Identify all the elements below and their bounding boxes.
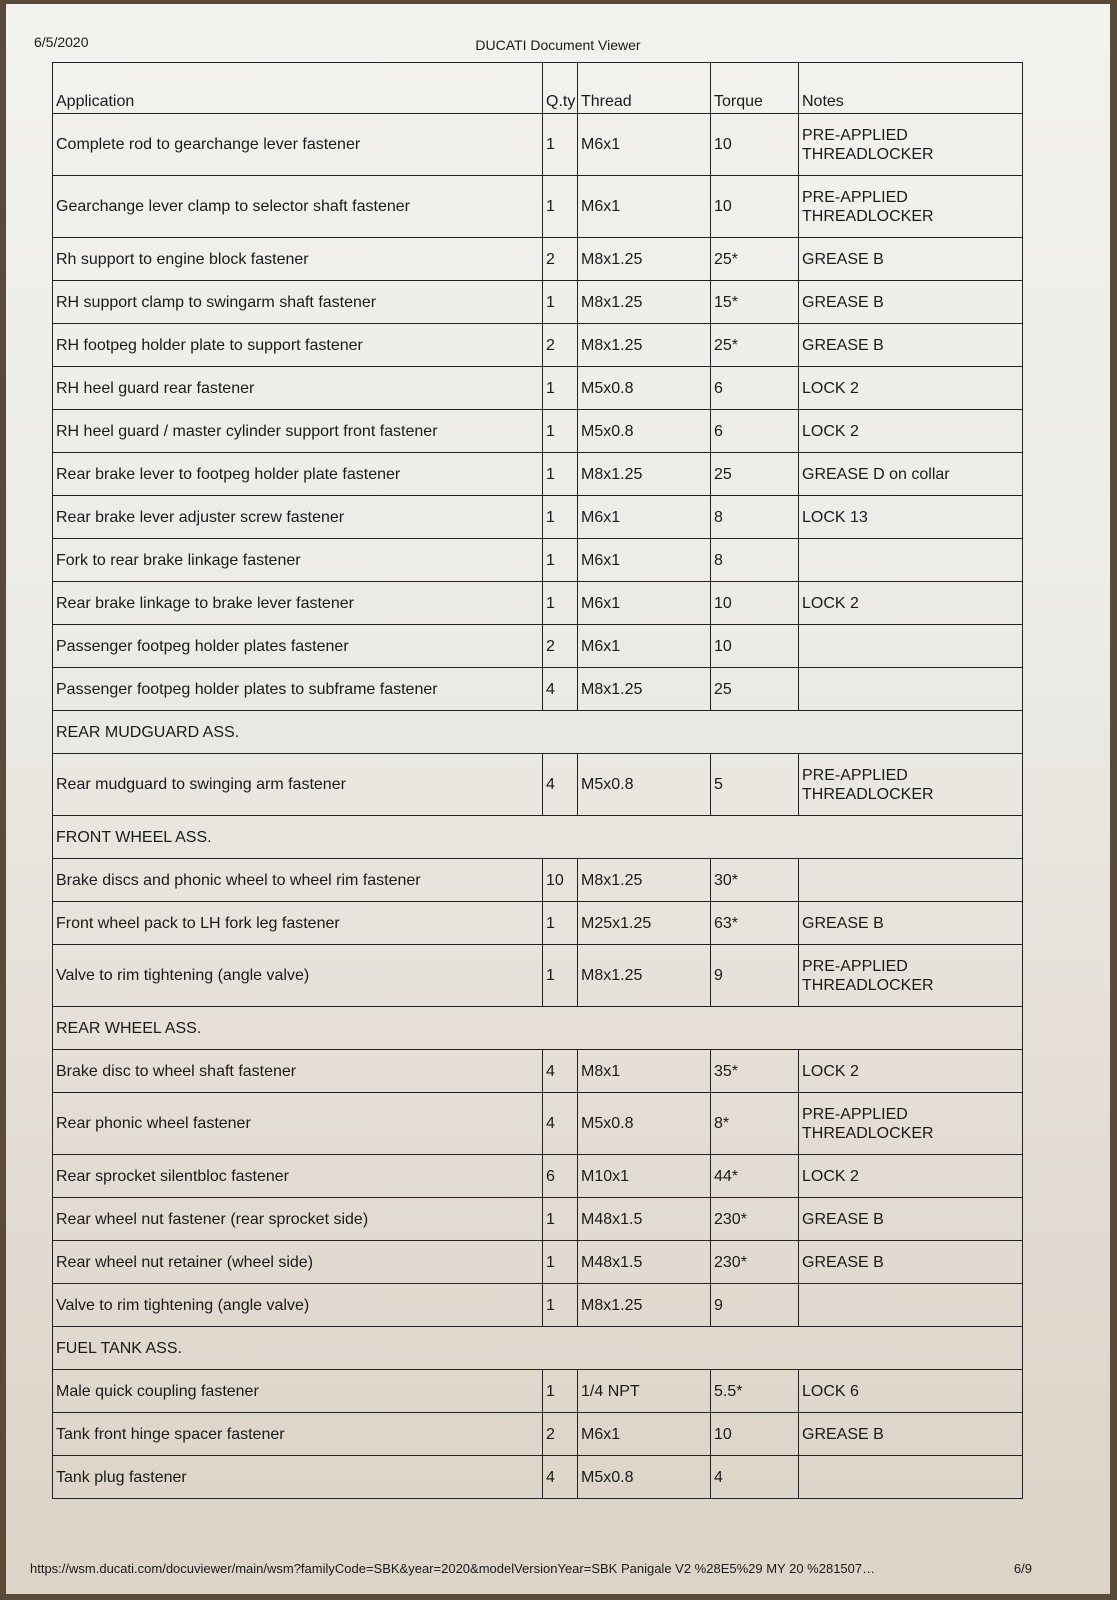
document-page bbox=[6, 4, 1110, 1594]
cell-thread: M6x1 bbox=[578, 1413, 711, 1456]
cell-torque: 10 bbox=[711, 176, 799, 238]
cell-torque: 44* bbox=[711, 1155, 799, 1198]
cell-thread: M48x1.5 bbox=[578, 1198, 711, 1241]
table-row bbox=[53, 945, 1023, 1007]
cell-thread: M5x0.8 bbox=[578, 1093, 711, 1155]
cell-notes: LOCK 13 bbox=[799, 496, 1023, 539]
cell-torque: 6 bbox=[711, 367, 799, 410]
cell-qty: 1 bbox=[543, 281, 578, 324]
table-body bbox=[53, 114, 1023, 1499]
cell-notes bbox=[799, 539, 1023, 582]
table-row bbox=[53, 902, 1023, 945]
cell-qty: 1 bbox=[543, 1241, 578, 1284]
cell-notes: GREASE B bbox=[799, 902, 1023, 945]
cell-thread: M8x1 bbox=[578, 1050, 711, 1093]
cell-notes bbox=[799, 668, 1023, 711]
cell-notes: GREASE B bbox=[799, 1198, 1023, 1241]
cell-qty: 1 bbox=[543, 410, 578, 453]
cell-torque: 9 bbox=[711, 1284, 799, 1327]
column-header-torque: Torque bbox=[711, 63, 799, 114]
cell-notes: GREASE D on collar bbox=[799, 453, 1023, 496]
table-row bbox=[53, 1370, 1023, 1413]
cell-application: Fork to rear brake linkage fastener bbox=[53, 539, 543, 582]
column-header-qty: Q.ty bbox=[543, 63, 578, 114]
footer-url: https://wsm.ducati.com/docuviewer/main/wsm?familyCode=SBK&year=2020&modelVersionYear=SBK Panigale V2 %28E5%29 MY 20 %281507… bbox=[30, 1561, 876, 1576]
cell-thread: M48x1.5 bbox=[578, 1241, 711, 1284]
cell-qty: 1 bbox=[543, 496, 578, 539]
table-row bbox=[53, 453, 1023, 496]
cell-qty: 1 bbox=[543, 367, 578, 410]
cell-notes bbox=[799, 1284, 1023, 1327]
cell-notes: LOCK 6 bbox=[799, 1370, 1023, 1413]
cell-thread: M5x0.8 bbox=[578, 754, 711, 816]
cell-thread: M5x0.8 bbox=[578, 1456, 711, 1499]
section-title: REAR WHEEL ASS. bbox=[53, 1007, 1023, 1050]
cell-thread: M6x1 bbox=[578, 582, 711, 625]
table-row bbox=[53, 539, 1023, 582]
table-row bbox=[53, 238, 1023, 281]
cell-application: Rear brake linkage to brake lever fastener bbox=[53, 582, 543, 625]
cell-thread: M25x1.25 bbox=[578, 902, 711, 945]
column-header-notes: Notes bbox=[799, 63, 1023, 114]
section-row bbox=[53, 816, 1023, 859]
cell-application: Tank plug fastener bbox=[53, 1456, 543, 1499]
cell-torque: 10 bbox=[711, 582, 799, 625]
cell-application: Complete rod to gearchange lever fastener bbox=[53, 114, 543, 176]
table-row bbox=[53, 582, 1023, 625]
cell-torque: 5.5* bbox=[711, 1370, 799, 1413]
cell-notes bbox=[799, 859, 1023, 902]
table-row bbox=[53, 1241, 1023, 1284]
cell-application: RH support clamp to swingarm shaft fastener bbox=[53, 281, 543, 324]
cell-thread: M5x0.8 bbox=[578, 367, 711, 410]
cell-thread: M8x1.25 bbox=[578, 1284, 711, 1327]
cell-qty: 1 bbox=[543, 1198, 578, 1241]
section-row bbox=[53, 1327, 1023, 1370]
cell-qty: 1 bbox=[543, 1284, 578, 1327]
table-row bbox=[53, 668, 1023, 711]
cell-thread: M8x1.25 bbox=[578, 453, 711, 496]
cell-notes: PRE-APPLIED THREADLOCKER bbox=[799, 176, 1023, 238]
cell-application: Rear mudguard to swinging arm fastener bbox=[53, 754, 543, 816]
section-row bbox=[53, 1007, 1023, 1050]
table-row bbox=[53, 1155, 1023, 1198]
cell-torque: 35* bbox=[711, 1050, 799, 1093]
cell-notes: LOCK 2 bbox=[799, 1155, 1023, 1198]
cell-thread: M6x1 bbox=[578, 625, 711, 668]
cell-thread: M8x1.25 bbox=[578, 668, 711, 711]
cell-thread: M6x1 bbox=[578, 539, 711, 582]
table-row bbox=[53, 410, 1023, 453]
table-row bbox=[53, 1456, 1023, 1499]
cell-application: Brake disc to wheel shaft fastener bbox=[53, 1050, 543, 1093]
table-row bbox=[53, 859, 1023, 902]
table-row bbox=[53, 1093, 1023, 1155]
cell-application: RH heel guard rear fastener bbox=[53, 367, 543, 410]
table-row bbox=[53, 496, 1023, 539]
table-row bbox=[53, 367, 1023, 410]
cell-application: Rear wheel nut retainer (wheel side) bbox=[53, 1241, 543, 1284]
cell-torque: 5 bbox=[711, 754, 799, 816]
table-row bbox=[53, 114, 1023, 176]
cell-torque: 10 bbox=[711, 1413, 799, 1456]
cell-application: Valve to rim tightening (angle valve) bbox=[53, 1284, 543, 1327]
section-title: FRONT WHEEL ASS. bbox=[53, 816, 1023, 859]
cell-notes: GREASE B bbox=[799, 324, 1023, 367]
cell-qty: 4 bbox=[543, 754, 578, 816]
cell-application: Tank front hinge spacer fastener bbox=[53, 1413, 543, 1456]
table-row bbox=[53, 1198, 1023, 1241]
table-row bbox=[53, 1413, 1023, 1456]
cell-qty: 1 bbox=[543, 453, 578, 496]
cell-application: Male quick coupling fastener bbox=[53, 1370, 543, 1413]
cell-torque: 230* bbox=[711, 1198, 799, 1241]
cell-application: Passenger footpeg holder plates fastener bbox=[53, 625, 543, 668]
cell-torque: 30* bbox=[711, 859, 799, 902]
cell-qty: 2 bbox=[543, 1413, 578, 1456]
cell-notes: LOCK 2 bbox=[799, 367, 1023, 410]
cell-qty: 1 bbox=[543, 176, 578, 238]
cell-application: Rear wheel nut fastener (rear sprocket side) bbox=[53, 1198, 543, 1241]
cell-qty: 4 bbox=[543, 668, 578, 711]
cell-notes: GREASE B bbox=[799, 238, 1023, 281]
cell-torque: 230* bbox=[711, 1241, 799, 1284]
cell-qty: 1 bbox=[543, 902, 578, 945]
column-header-application: Application bbox=[53, 63, 543, 114]
cell-application: Rear sprocket silentbloc fastener bbox=[53, 1155, 543, 1198]
cell-thread: M6x1 bbox=[578, 114, 711, 176]
cell-thread: M8x1.25 bbox=[578, 324, 711, 367]
cell-qty: 2 bbox=[543, 324, 578, 367]
cell-notes: PRE-APPLIED THREADLOCKER bbox=[799, 114, 1023, 176]
cell-notes: LOCK 2 bbox=[799, 1050, 1023, 1093]
cell-thread: M6x1 bbox=[578, 496, 711, 539]
cell-torque: 4 bbox=[711, 1456, 799, 1499]
cell-application: Passenger footpeg holder plates to subframe fastener bbox=[53, 668, 543, 711]
cell-notes: GREASE B bbox=[799, 1413, 1023, 1456]
cell-qty: 6 bbox=[543, 1155, 578, 1198]
cell-qty: 2 bbox=[543, 238, 578, 281]
cell-application: Rear brake lever adjuster screw fastener bbox=[53, 496, 543, 539]
cell-notes: PRE-APPLIED THREADLOCKER bbox=[799, 945, 1023, 1007]
cell-qty: 2 bbox=[543, 625, 578, 668]
cell-torque: 8 bbox=[711, 539, 799, 582]
cell-torque: 8* bbox=[711, 1093, 799, 1155]
cell-notes: LOCK 2 bbox=[799, 582, 1023, 625]
cell-torque: 10 bbox=[711, 114, 799, 176]
cell-application: Rear phonic wheel fastener bbox=[53, 1093, 543, 1155]
cell-application: RH heel guard / master cylinder support front fastener bbox=[53, 410, 543, 453]
cell-torque: 25 bbox=[711, 453, 799, 496]
section-title: REAR MUDGUARD ASS. bbox=[53, 711, 1023, 754]
cell-torque: 63* bbox=[711, 902, 799, 945]
cell-application: Valve to rim tightening (angle valve) bbox=[53, 945, 543, 1007]
cell-notes: LOCK 2 bbox=[799, 410, 1023, 453]
table-row bbox=[53, 281, 1023, 324]
print-date: 6/5/2020 bbox=[34, 34, 89, 50]
section-row bbox=[53, 711, 1023, 754]
cell-thread: M6x1 bbox=[578, 176, 711, 238]
cell-thread: M8x1.25 bbox=[578, 859, 711, 902]
cell-thread: M5x0.8 bbox=[578, 410, 711, 453]
document-title: DUCATI Document Viewer bbox=[475, 37, 641, 53]
cell-application: Front wheel pack to LH fork leg fastener bbox=[53, 902, 543, 945]
cell-qty: 1 bbox=[543, 582, 578, 625]
cell-thread: M10x1 bbox=[578, 1155, 711, 1198]
cell-torque: 9 bbox=[711, 945, 799, 1007]
cell-qty: 1 bbox=[543, 539, 578, 582]
cell-notes bbox=[799, 625, 1023, 668]
cell-application: Gearchange lever clamp to selector shaft fastener bbox=[53, 176, 543, 238]
cell-notes: GREASE B bbox=[799, 1241, 1023, 1284]
cell-thread: M8x1.25 bbox=[578, 281, 711, 324]
cell-qty: 4 bbox=[543, 1093, 578, 1155]
table-header-row bbox=[53, 63, 1023, 114]
table-row bbox=[53, 1050, 1023, 1093]
torque-table bbox=[52, 62, 1023, 1499]
cell-torque: 10 bbox=[711, 625, 799, 668]
cell-qty: 4 bbox=[543, 1050, 578, 1093]
cell-torque: 8 bbox=[711, 496, 799, 539]
cell-application: Rear brake lever to footpeg holder plate fastener bbox=[53, 453, 543, 496]
table-row bbox=[53, 625, 1023, 668]
cell-notes: PRE-APPLIED THREADLOCKER bbox=[799, 754, 1023, 816]
cell-qty: 1 bbox=[543, 114, 578, 176]
cell-application: Brake discs and phonic wheel to wheel rim fastener bbox=[53, 859, 543, 902]
cell-qty: 4 bbox=[543, 1456, 578, 1499]
cell-torque: 25* bbox=[711, 324, 799, 367]
column-header-thread: Thread bbox=[578, 63, 711, 114]
cell-notes: PRE-APPLIED THREADLOCKER bbox=[799, 1093, 1023, 1155]
cell-torque: 15* bbox=[711, 281, 799, 324]
cell-qty: 1 bbox=[543, 1370, 578, 1413]
cell-application: RH footpeg holder plate to support fastener bbox=[53, 324, 543, 367]
cell-qty: 1 bbox=[543, 945, 578, 1007]
cell-application: Rh support to engine block fastener bbox=[53, 238, 543, 281]
cell-notes bbox=[799, 1456, 1023, 1499]
cell-torque: 6 bbox=[711, 410, 799, 453]
page-number: 6/9 bbox=[1013, 1561, 1032, 1576]
table-row bbox=[53, 754, 1023, 816]
cell-torque: 25* bbox=[711, 238, 799, 281]
cell-qty: 10 bbox=[543, 859, 578, 902]
section-title: FUEL TANK ASS. bbox=[53, 1327, 1023, 1370]
cell-thread: M8x1.25 bbox=[578, 945, 711, 1007]
cell-thread: 1/4 NPT bbox=[578, 1370, 711, 1413]
table-row bbox=[53, 176, 1023, 238]
cell-notes: GREASE B bbox=[799, 281, 1023, 324]
table-row bbox=[53, 1284, 1023, 1327]
cell-torque: 25 bbox=[711, 668, 799, 711]
table-row bbox=[53, 324, 1023, 367]
cell-thread: M8x1.25 bbox=[578, 238, 711, 281]
